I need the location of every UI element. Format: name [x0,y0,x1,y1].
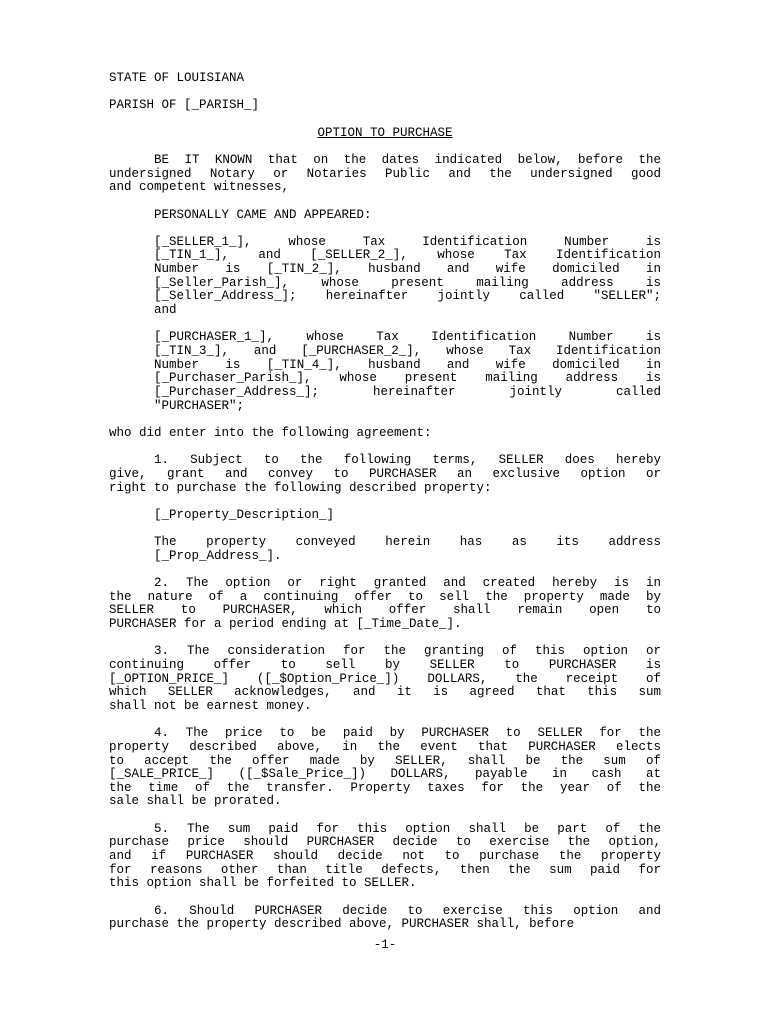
document-title-line: OPTION TO PURCHASE [317,125,453,140]
clause-2-line: the nature of a continuing offer to sell the property made by [109,589,661,604]
page-number: -1- [373,938,397,952]
clause-4-line: property described above, in the event that PURCHASER elects [109,739,661,754]
clause-5-line: 5. The sum paid for this option shall be part of the [154,821,661,836]
property-address-line: The property conveyed herein has as its address [154,535,661,550]
purchaser-party-line: [_TIN_3_], and [_PURCHASER_2_], whose Tax Identification [154,344,661,358]
purchaser-party-line: Number is [_TIN_4_], husband and wife domiciled in [154,357,661,372]
property-description-line: [_Property_Description_] [154,507,335,522]
seller-party-line: [_TIN_1_], and [_SELLER_2_], whose Tax Identification [154,248,661,263]
agreement-intro-line: who did enter into the following agreement: [109,425,432,440]
clause-1-line: right to purchase the following described property: [109,480,492,495]
clause-4-line: sale shall be prorated. [109,794,282,809]
intro-paragraph-line: undersigned Notary or Notaries Public and the undersigned good [109,166,661,181]
seller-party-line: [_SELLER_1_], whose Tax Identification Number is [154,234,661,249]
intro-paragraph-line: and competent witnesses, [109,180,290,195]
clause-2-line: 2. The option or right granted and created hereby is in [154,576,661,591]
clause-2-line: PURCHASER for a period ending at [_Time_Date_]. [109,617,462,631]
seller-party-line: Number is [_TIN_2_], husband and wife domiciled in [154,262,661,277]
clause-3-line: continuing offer to sell by SELLER to PURCHASER is [109,657,661,672]
clause-4-line: 4. The price to be paid by PURCHASER to SELLER for the [154,726,661,741]
purchaser-party-line: [_Purchaser_Address_]; hereinafter jointly called [154,384,661,399]
seller-party-line: and [154,303,177,318]
clause-3-line: 3. The consideration for the granting of this option or [154,644,661,659]
clause-5-line: for reasons other than title defects, then the sum paid for [109,862,661,877]
clause-4-line: the time of the transfer. Property taxes for the year of the [109,780,661,795]
seller-party-line: [_Seller_Address_]; hereinafter jointly called "SELLER"; [154,289,661,304]
clause-4-line: to accept the offer made by SELLER, shall be the sum of [109,753,661,768]
appeared-line-line: PERSONALLY CAME AND APPEARED: [154,207,372,222]
clause-3-line: [_OPTION_PRICE_] ([_$Option_Price_]) DOLLARS, the receipt of [109,671,661,686]
clause-4-line: [_SALE_PRICE_] ([_$Sale_Price_]) DOLLARS, payable in cash at [109,767,661,782]
clause-2-line: SELLER to PURCHASER, which offer shall remain open to [109,603,661,618]
clause-3-line: shall not be earnest money. [109,698,312,713]
purchaser-party-line: [_PURCHASER_1_], whose Tax Identification Number is [154,330,661,345]
clause-1-line: 1. Subject to the following terms, SELLER does hereby [154,453,661,468]
purchaser-party-line: "PURCHASER"; [154,398,245,413]
purchaser-party-line: [_Purchaser_Parish_], whose present mailing address is [154,371,661,386]
clause-1-line: give, grant and convey to PURCHASER an exclusive option or [109,466,661,481]
clause-3-line: which SELLER acknowledges, and it is agreed that this sum [109,685,661,700]
property-address-line: [_Prop_Address_]. [154,548,282,563]
state-heading-line: STATE OF LOUISIANA [109,71,245,85]
clause-5-line: this option shall be forfeited to SELLER. [109,876,417,891]
parish-heading-line: PARISH OF [_PARISH_] [109,98,260,113]
clause-5-line: purchase price should PURCHASER decide to exercise the option, [109,835,661,850]
clause-6-line: 6. Should PURCHASER decide to exercise this option and [154,903,661,918]
clause-6-line: purchase the property described above, PURCHASER shall, before [109,917,575,932]
seller-party-line: [_Seller_Parish_], whose present mailing address is [154,275,661,290]
intro-paragraph-line: BE IT KNOWN that on the dates indicated below, before the [154,152,661,167]
clause-5-line: and if PURCHASER should decide not to purchase the property [109,849,661,864]
